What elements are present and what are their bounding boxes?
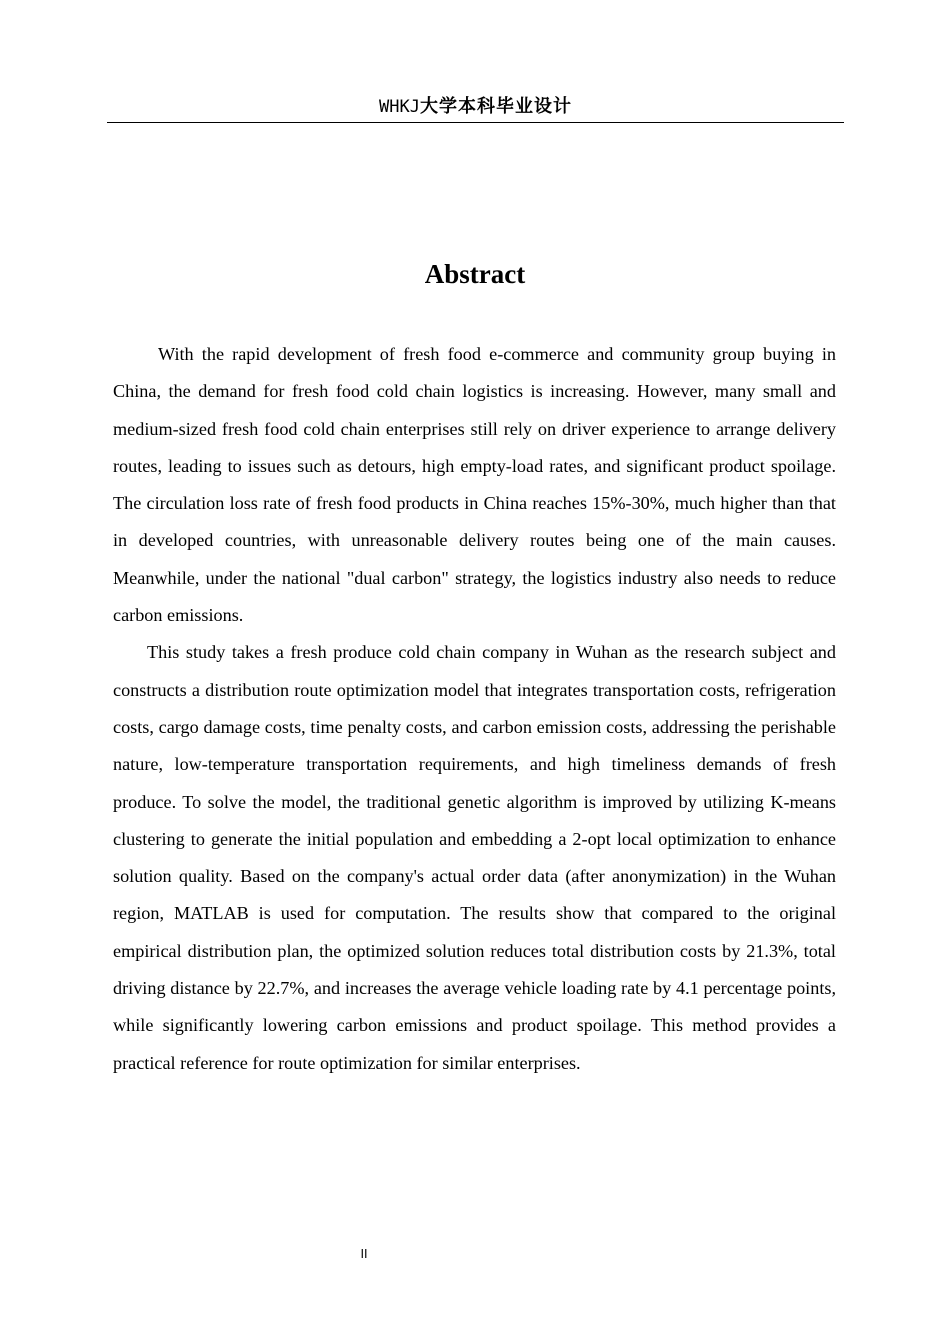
page-number: II — [360, 1247, 368, 1261]
abstract-paragraph-1: With the rapid development of fresh food e-commerce and community group buying in China, the demand for fresh food cold chain logistics is increasing. However, many small and medium-sized fresh food cold chain enterprises still rely on driver experience to arrange delivery routes, leading to issues such as detours, high empty-load rates, and significant product spoilage. The circulation loss rate of fresh food products in China reaches 15%-30%, much higher than that in developed countries, with unreasonable delivery routes being one of the main causes. Meanwhile, under the national "dual carbon" strategy, the logistics industry also needs to reduce carbon emissions. — [113, 344, 836, 626]
abstract-title: Abstract — [424, 259, 526, 289]
header-thesis-label: 大学本科毕业设计 — [419, 96, 572, 117]
abstract-paragraph-2: This study takes a fresh produce cold chain company in Wuhan as the research subject and constructs a distribution route optimization model that integrates transportation costs, refrigeration costs, cargo damage costs, time penalty costs, and carbon emission costs, addressing the perishable nature, low-temperature transportation requirements, and high timeliness demands of fresh produce. To solve the model, the traditional genetic algorithm is improved by utilizing K-means clustering to generate the initial population and embedding a 2-opt local optimization to enhance solution quality. Based on the company's actual order data (after anonymization) in the Wuhan region, MATLAB is used for computation. The results show that compared to the original empirical distribution plan, the optimized solution reduces total distribution costs by 21.3%, total driving distance by 22.7%, and increases the average vehicle loading rate by 4.1 percentage points, while significantly lowering carbon emissions and product spoilage. This method provides a practical reference for route optimization for similar enterprises. — [113, 642, 836, 1073]
abstract-body — [113, 336, 836, 1082]
header-university-abbreviation: WHKJ — [379, 97, 420, 117]
running-header — [107, 94, 844, 123]
